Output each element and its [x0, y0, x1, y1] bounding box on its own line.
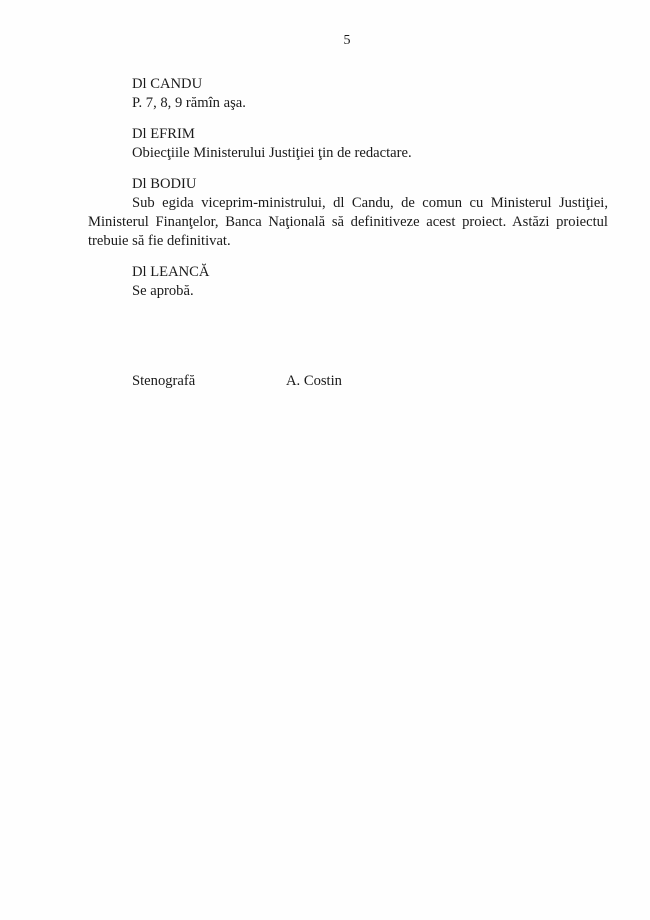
transcript-entry: [88, 125, 608, 163]
speaker-text: P. 7, 8, 9 rămîn aşa.: [132, 95, 246, 111]
speaker-name: Dl CANDU: [132, 76, 203, 92]
transcript-body: [88, 75, 608, 313]
speaker-text: Se aprobă.: [132, 283, 194, 299]
speaker-name: Dl LEANCĂ: [132, 264, 210, 280]
transcript-entry: [88, 75, 608, 113]
signature-name: A. Costin: [286, 373, 342, 389]
speaker-name: Dl EFRIM: [132, 126, 195, 142]
speaker-name: Dl BODIU: [132, 176, 197, 192]
signature-block: [132, 372, 342, 391]
page-number: 5: [343, 33, 351, 48]
transcript-entry: [88, 175, 608, 251]
speaker-text: Sub egida viceprim-ministrului, dl Candu, de comun cu Ministerul Justiţiei, Ministerul Finanţelor, Banca Naţională să definitiveze acest proiect. Astăzi proiectul trebuie să fie definitivat.: [88, 195, 608, 249]
speaker-text: Obiecţiile Ministerului Justiţiei ţin de redactare.: [132, 145, 412, 161]
signature-role: Stenografă: [132, 373, 196, 389]
transcript-entry: [88, 263, 608, 301]
